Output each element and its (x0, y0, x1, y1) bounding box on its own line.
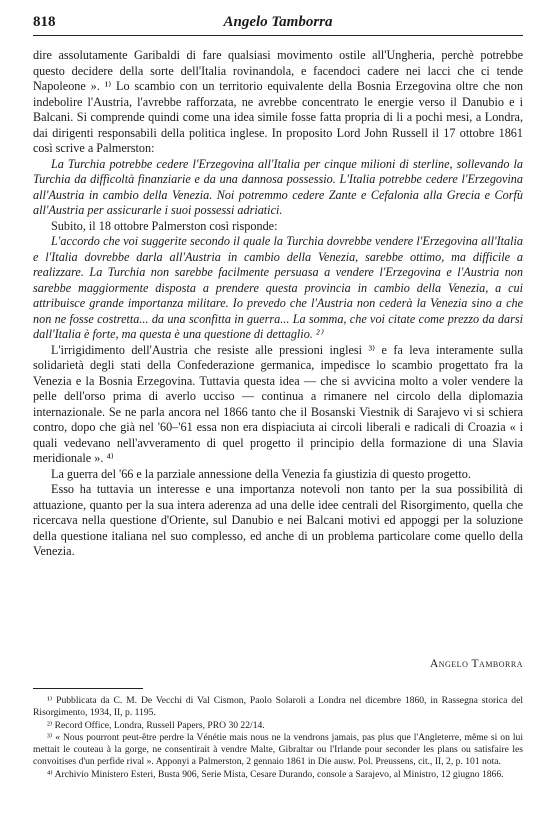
footnote-3: ³⁾ « Nous pourront peut-être perdre la Vénétie mais nous ne la vendrons jamais, pas plus que l'Angleterre, même si on lui mettait le couteau à la gorge, ne consentirait à vendre Malte, Gibraltar ou l'Irlande pour seconder les plans ou satisfaire les convoitises d'un perfide rival ». Apponyi a Palmerston, 2 gennaio 1861 in Die ausw. Pol. Preussens, cit., II, 2, p. 101 nota. (33, 731, 523, 768)
footnotes (33, 695, 523, 781)
page-header (33, 14, 523, 34)
paragraph-war-1866: La guerra del '66 e la parziale annessione della Venezia fa giustizia di questo progetto. (51, 466, 471, 481)
paragraph-intro: dire assolutamente Garibaldi di fare qualsiasi movimento ostile all'Ungheria, perchè potrebbe questo decidere della sorte dell'Italia rovinandola, e facendoci cadere nei lacci che ci tende Napoleone ». ¹⁾ Lo scambio con un territorio equivalente della Bosnia Erzegovina oltre che non indebolire l'Austria, l'avrebbe rafforzata, ne avrebbe concentrato le energie verso il Danubio e i Balcani. Si comprende quindi come una idea simile fosse fatta propria di li a pochi mesi, a Londra, dai dirigenti responsabili della politica inglese. In proposito Lord John Russell il 17 ottobre 1861 così scrive a Palmerston: (33, 48, 523, 155)
paragraph-austria: L'irrigidimento dell'Austria che resiste alle pressioni inglesi ³⁾ e fa leva interamente sulla solidarietà degli stati della Confederazione germanica, impedisce lo scambio progettato fra la Venezia e la Bosnia Erzegovina. Tuttavia questa idea — che si avvicina molto a voler vendere la pelle dell'orso prima di averlo ucciso — continua a rimanere nel circolo della diplomazia internazionale. Se ne parla ancora nel 1866 tanto che il Bosanski Viestnik di Sarajevo vi si schiera contro, dopo che già nel '60–'61 essa non era dispiaciuta ai circoli liberali e radicali di Croazia « i quali vedevano nell'avveramento di quel progetto il principio della formazione di una Slavia meridionale ». ⁴⁾ (33, 342, 523, 465)
quote-russell: La Turchia potrebbe cedere l'Erzegovina all'Italia per cinque milioni di sterline, sollevando la Turchia da difficoltà finanziarie e da una dannosa possessio. L'Italia potrebbe cedere l'Erzegovina all'Austria in cambio della Venezia. Noi potremmo cedere Zante e Cefalonia alla Grecia e Corfù all'Austria per assicurarle i suoi possessi adriatici. (33, 156, 523, 217)
body-text (33, 48, 523, 560)
footnote-2: ²⁾ Record Office, Londra, Russell Papers, PRO 30 22/14. (47, 719, 265, 731)
running-title: Angelo Tamborra (223, 14, 333, 30)
page-number: 818 (33, 14, 56, 30)
paragraph-reply: Subito, il 18 ottobre Palmerston così risponde: (51, 218, 278, 233)
header-rule (33, 35, 523, 36)
author-signature: Angelo Tamborra (429, 658, 523, 670)
footnote-1: ¹⁾ Pubblicata da C. M. De Vecchi di Val Cismon, Paolo Solaroli a Londra nel dicembre 1860, in Rassegna storica del Risorgimento, 1934, II, p. 1195. (33, 695, 523, 719)
quote-palmerston: L'accordo che voi suggerite secondo il quale la Turchia dovrebbe vendere l'Erzegovina all'Italia e l'Italia dovrebbe darla all'Austria in cambio della Venezia, sarebbe ottimo, ma difficile a realizzare. La Turchia non sarebbe facilmente persuasa a vendere l'Erzegovina e l'Austria non sarebbe maggiormente disposta a prendere questa provincia in cambio della Venezia, a cui attribuisce grande importanza militare. Io prevedo che l'Austria non cederà la Venezia sino a che non ne fosse costretta... da una sconfitta in guerra... La somma, che voi citate come prezzo da darsi dall'Italia è forte, ma questa è una questione di dettaglio. ²⁾ (33, 234, 523, 341)
footnote-rule (33, 688, 143, 689)
footnote-4: ⁴⁾ Archivio Ministero Esteri, Busta 906, Serie Mista, Cesare Durando, console a Sarajevo, al Ministro, 12 giugno 1866. (47, 768, 504, 780)
paragraph-conclusion: Esso ha tuttavia un interesse e una importanza notevoli non tanto per la sua possibilità di attuazione, quanto per la sua intera aderenza ad una delle idee centrali del Risorgimento, quella che ricercava nella questione d'Oriente, sul Danubio e nei Balcani motivi ed appoggi per la soluzione della questione italiana nel suo complesso, ed anche di un problema particolare come quello della Venezia. (33, 482, 523, 558)
